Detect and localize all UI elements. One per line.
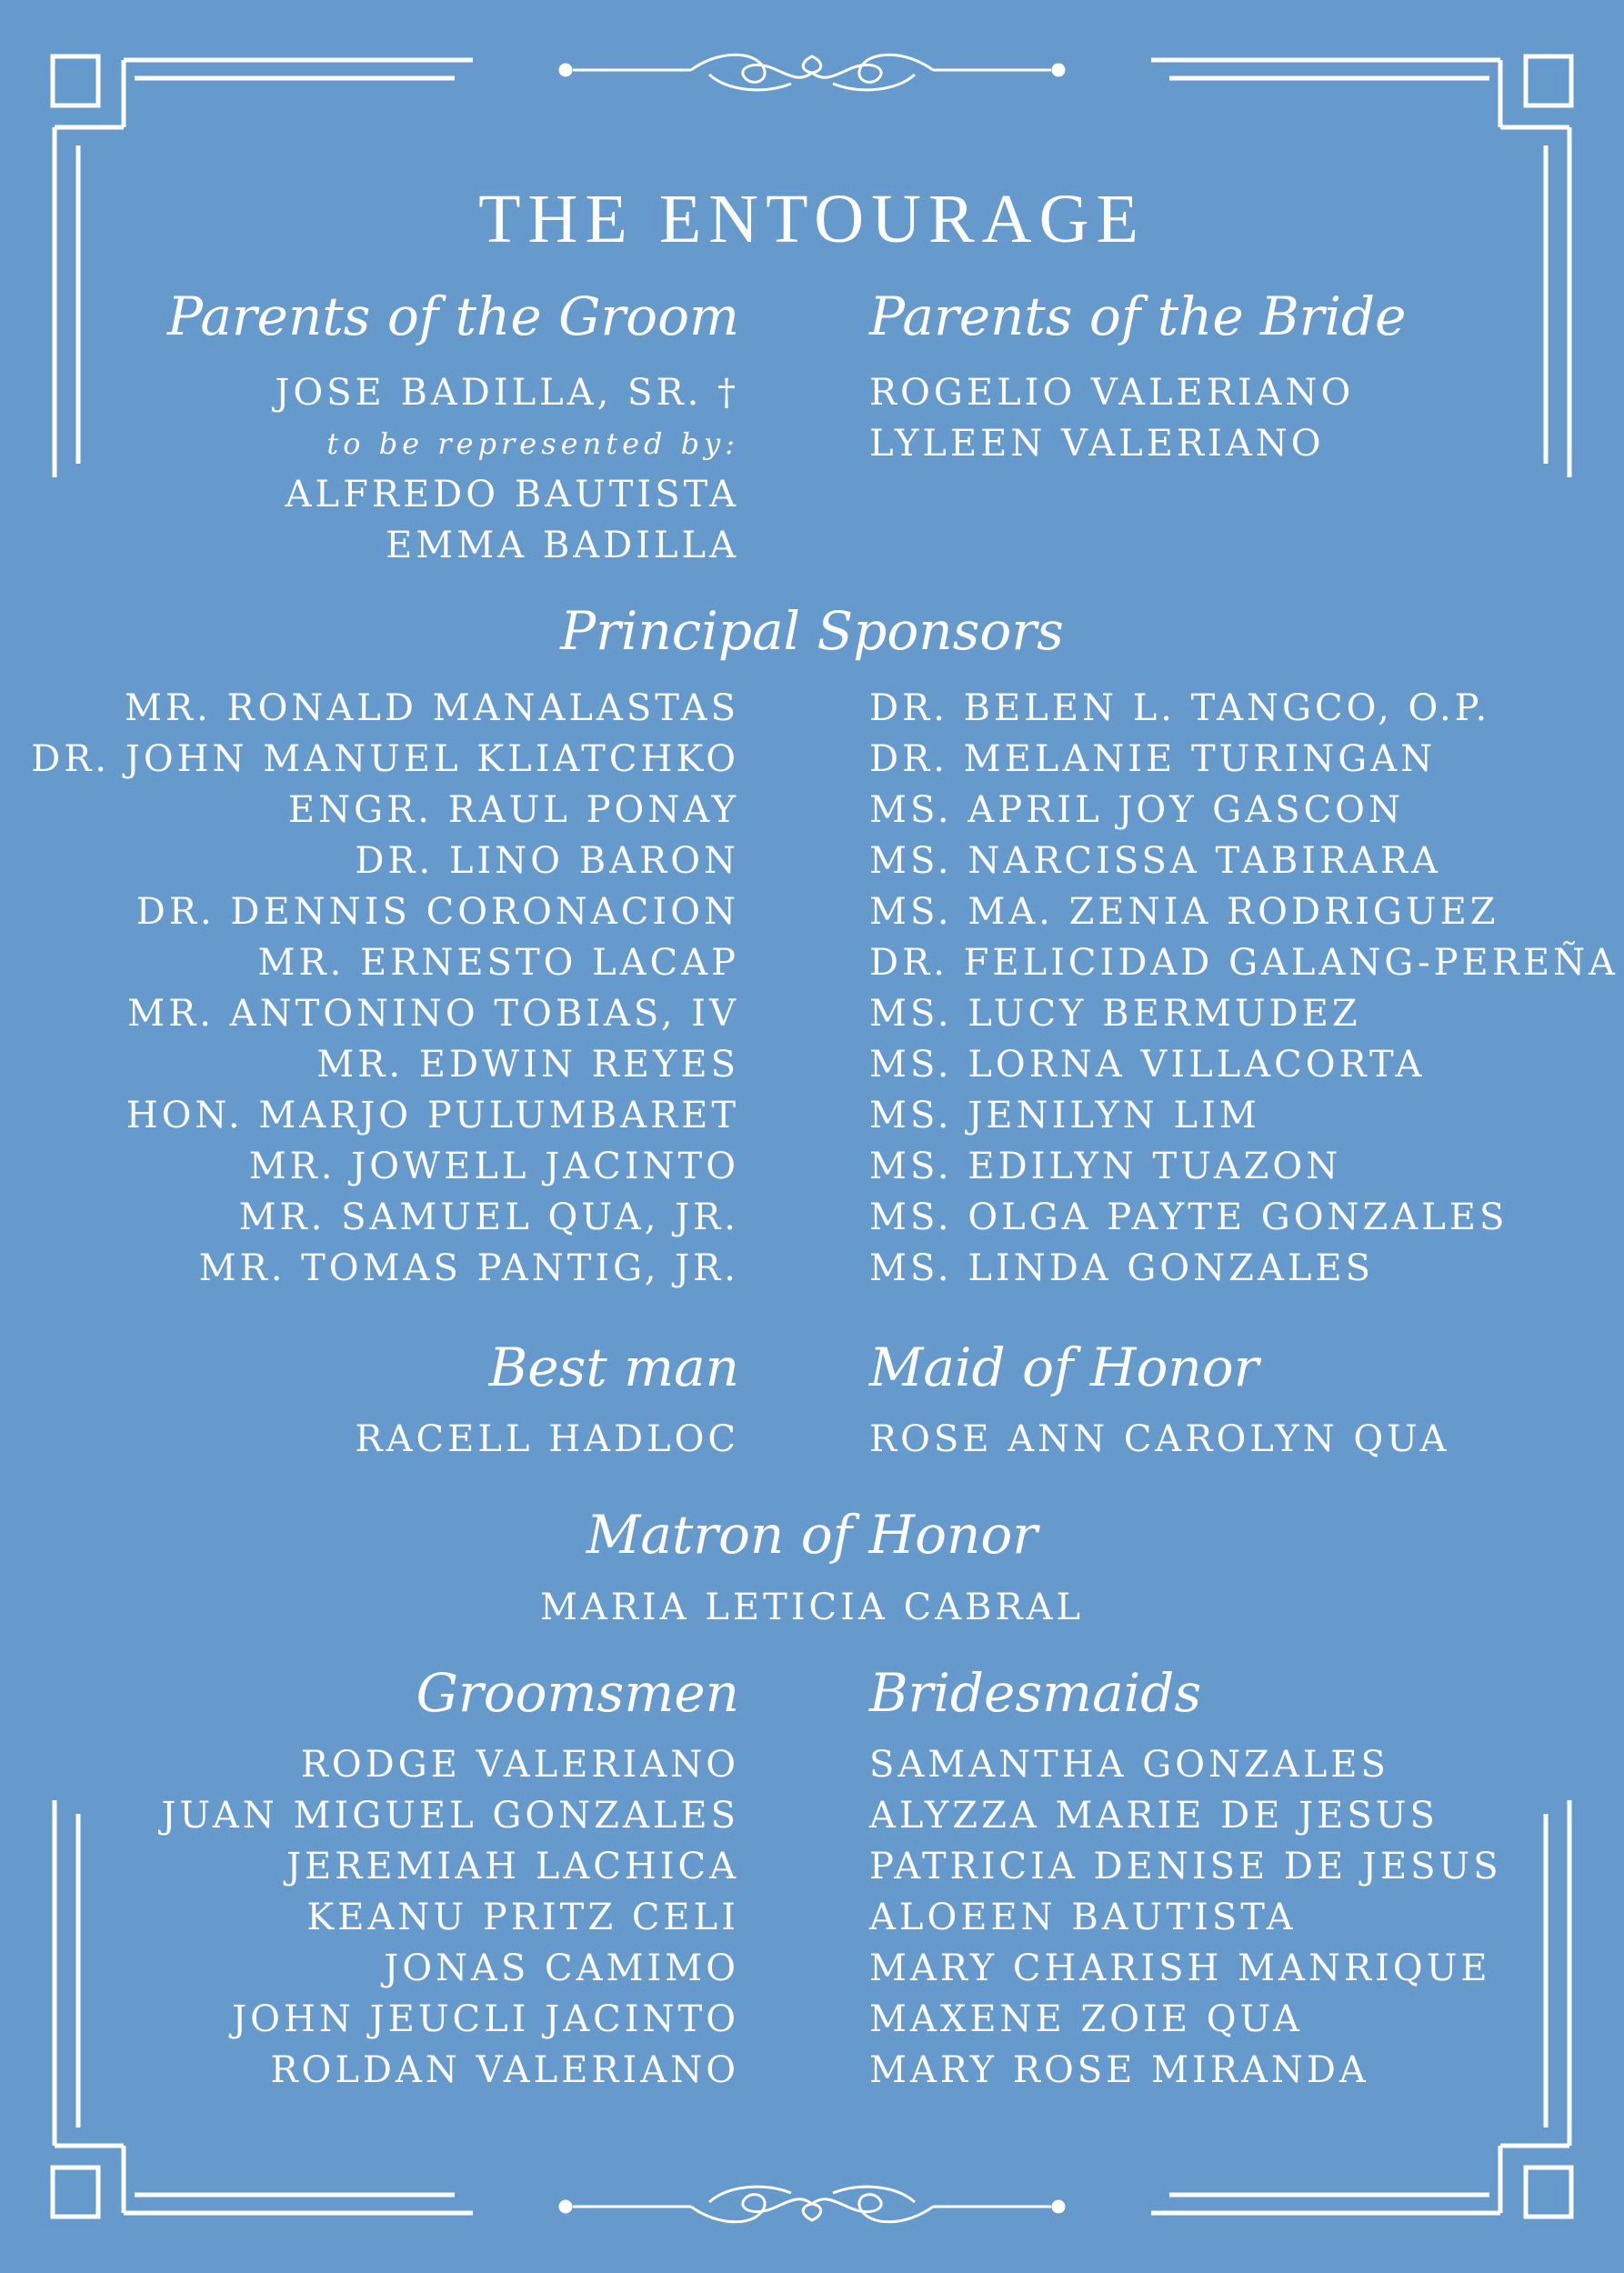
list-item: MS. OLGA PAYTE GONZALES — [869, 1197, 1509, 1238]
parents-bride-heading: Parents of the Bride — [869, 285, 1407, 347]
best-man-heading: Best man — [488, 1337, 739, 1398]
list-item: MR. ERNESTO LACAP — [257, 942, 739, 984]
list-item: MS. LORNA VILLACORTA — [869, 1044, 1426, 1086]
bridesmaids-list — [869, 1739, 1502, 2096]
list-item: DR. LINO BARON — [355, 840, 739, 882]
list-item: MAXENE ZOIE QUA — [869, 1998, 1303, 2040]
list-item: MR. RONALD MANALASTAS — [124, 687, 739, 729]
maid-of-honor-name: ROSE ANN CAROLYN QUA — [869, 1418, 1450, 1460]
list-item: MS. EDILYN TUAZON — [869, 1146, 1342, 1187]
groomsmen-list — [161, 1739, 739, 2096]
sponsors-right-list — [869, 683, 1619, 1294]
list-item: ROGELIO VALERIANO — [869, 372, 1355, 414]
parents-groom-heading: Parents of the Groom — [166, 285, 739, 347]
list-item: MS. JENILYN LIM — [869, 1095, 1260, 1136]
list-item: PATRICIA DENISE DE JESUS — [869, 1846, 1502, 1887]
list-item: MS. LUCY BERMUDEZ — [869, 993, 1361, 1035]
list-item: MR. JOWELL JACINTO — [248, 1146, 739, 1187]
parents-bride-list — [869, 367, 1354, 469]
list-item: DR. BELEN L. TANGCO, O.P. — [869, 687, 1491, 729]
matron-of-honor-heading: Matron of Honor — [586, 1504, 1038, 1566]
groomsmen-heading: Groomsmen — [416, 1662, 739, 1724]
maid-of-honor-list — [869, 1414, 1450, 1465]
bottom-flourish — [560, 2187, 1064, 2222]
list-item: ALOEEN BAUTISTA — [869, 1897, 1297, 1938]
top-flourish — [560, 55, 1064, 90]
sponsors-left-list — [31, 683, 739, 1294]
bridesmaids-heading: Bridesmaids — [869, 1662, 1202, 1724]
list-item: MS. NARCISSA TABIRARA — [869, 840, 1442, 882]
list-item: EMMA BADILLA — [386, 525, 739, 566]
list-item: ALYZZA MARIE DE JESUS — [869, 1795, 1439, 1837]
list-item: DR. JOHN MANUEL KLIATCHKO — [31, 738, 739, 780]
representation-note: to be represented by: — [326, 426, 739, 461]
list-item: JONAS CAMIMO — [384, 1948, 739, 1989]
list-item: JUAN MIGUEL GONZALES — [161, 1795, 739, 1837]
list-item: MS. MA. ZENIA RODRIGUEZ — [869, 891, 1499, 933]
list-item: MR. EDWIN REYES — [316, 1044, 739, 1086]
list-item: RODGE VALERIANO — [300, 1744, 739, 1786]
list-item: MARY CHARISH MANRIQUE — [869, 1948, 1491, 1989]
list-item: DR. MELANIE TURINGAN — [869, 738, 1437, 780]
list-item: ROLDAN VALERIANO — [270, 2049, 739, 2091]
list-item: DR. FELICIDAD GALANG-PEREÑA — [869, 942, 1619, 984]
list-item: JEREMIAH LACHICA — [286, 1846, 739, 1887]
page-title: THE ENTOURAGE — [478, 181, 1146, 257]
list-item: JOHN JEUCLI JACINTO — [232, 1998, 739, 2040]
best-man-list — [356, 1414, 739, 1465]
list-item: ENGR. RAUL PONAY — [287, 789, 739, 831]
list-item: MR. ANTONINO TOBIAS, IV — [127, 993, 739, 1035]
list-item: MARY ROSE MIRANDA — [869, 2049, 1369, 2091]
parents-groom-list — [275, 367, 739, 571]
list-item: HON. MARJO PULUMBARET — [125, 1095, 739, 1136]
list-item: KEANU PRITZ CELI — [306, 1897, 739, 1938]
matron-of-honor-name: MARIA LETICIA CABRAL — [539, 1587, 1085, 1628]
list-item: MS. LINDA GONZALES — [869, 1247, 1374, 1289]
list-item: SAMANTHA GONZALES — [869, 1744, 1389, 1786]
principal-sponsors-heading: Principal Sponsors — [560, 600, 1064, 662]
list-item: MR. TOMAS PANTIG, JR. — [198, 1247, 739, 1289]
list-item: MR. SAMUEL QUA, JR. — [238, 1197, 739, 1238]
list-item: LYLEEN VALERIANO — [869, 423, 1325, 465]
list-item: ALFREDO BAUTISTA — [285, 474, 739, 516]
best-man-name: RACELL HADLOC — [355, 1418, 739, 1460]
list-item: MS. APRIL JOY GASCON — [869, 789, 1404, 831]
matron-of-honor-list — [0, 1582, 1624, 1633]
list-item: JOSE BADILLA, SR. † — [275, 372, 739, 414]
list-item: DR. DENNIS CORONACION — [135, 891, 739, 933]
maid-of-honor-heading: Maid of Honor — [869, 1337, 1259, 1398]
